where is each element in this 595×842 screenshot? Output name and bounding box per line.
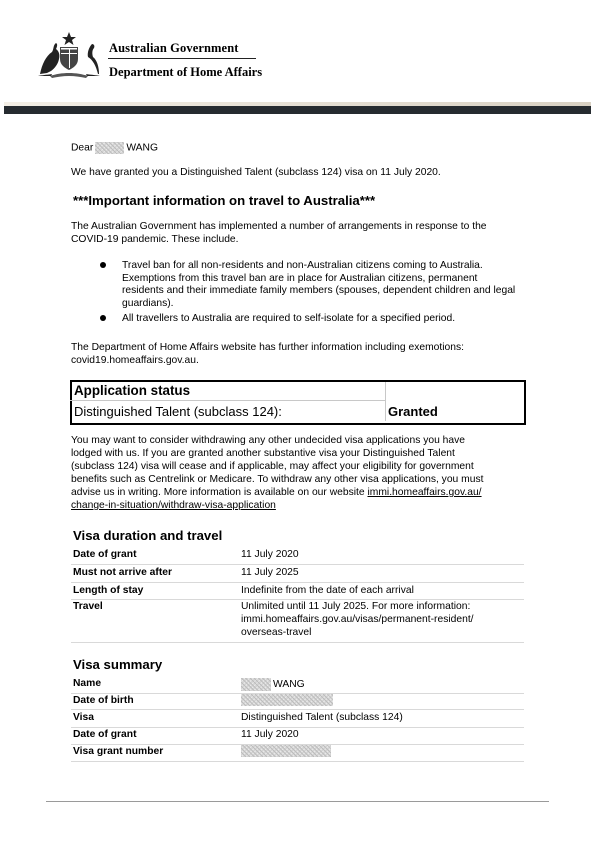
table-row (71, 693, 524, 710)
travel-bullet-list (97, 260, 522, 329)
arrangements-line-1: The Australian Government has implemented a number of arrangements in response to the (71, 221, 487, 232)
application-status-label: Distinguished Talent (subclass 124): (74, 404, 282, 419)
row-value-line: Unlimited until 11 July 2025. For more information: (241, 601, 471, 612)
header-band (4, 106, 591, 114)
table-row (71, 676, 524, 694)
grant-intro: We have granted you a Distinguished Talent (subclass 124) visa on 11 July 2020. (71, 167, 441, 178)
withdraw-line-5 (71, 487, 482, 500)
row-value: 11 July 2020 (241, 729, 299, 740)
row-label: Travel (73, 601, 103, 612)
row-label: Date of grant (73, 549, 137, 560)
salutation-word: Dear (71, 142, 94, 154)
department-name: Department of Home Affairs (109, 65, 263, 79)
row-label: Name (73, 678, 102, 689)
row-label: Date of grant (73, 729, 137, 740)
status-box-divider-vertical (385, 382, 386, 421)
table-row (71, 547, 524, 565)
row-value-line: overseas-travel (241, 627, 312, 638)
table-row (71, 582, 524, 600)
withdraw-line-5-text: advise us in writing. More information is available on our website (71, 487, 368, 498)
redacted-given-name (95, 142, 124, 154)
row-value (241, 694, 521, 707)
redacted-given-name (241, 678, 271, 691)
visa-summary-title: Visa summary (73, 657, 163, 672)
coat-of-arms-icon (36, 30, 102, 80)
table-row (71, 564, 524, 583)
important-heading: ***Important information on travel to Australia*** (73, 193, 376, 208)
row-label: Date of birth (73, 695, 134, 706)
row-value (241, 678, 521, 692)
withdraw-link-part-2[interactable]: change-in-situation/withdraw-visa-application (71, 500, 276, 511)
row-value: 11 July 2025 (241, 567, 299, 578)
bullet-travel-ban: Travel ban for all non-residents and non-Australian citizens coming to Australia. Exemptions from this travel ban are in place for Australian citizens, permanent residents and their immediate family members (spouses, dependent children and legal guardians). (97, 260, 522, 310)
redacted-date-of-birth (241, 694, 333, 706)
withdraw-link-part-1[interactable]: immi.homeaffairs.gov.au/ (367, 487, 482, 498)
row-label: Must not arrive after (73, 567, 172, 578)
footer-divider (46, 801, 549, 802)
row-value (241, 745, 521, 758)
website-info-line-2: covid19.homeaffairs.gov.au. (71, 355, 199, 366)
row-value: 11 July 2020 (241, 549, 299, 560)
table-row (71, 744, 524, 762)
row-value: Indefinite from the date of each arrival (241, 585, 414, 596)
website-info-line-1: The Department of Home Affairs website has further information including exemotions: (71, 342, 465, 353)
row-label: Visa (73, 712, 94, 723)
bullet-self-isolate: All travellers to Australia are required to self-isolate for a specified period. (97, 313, 522, 326)
application-status-title: Application status (74, 383, 191, 398)
row-value-line: immi.homeaffairs.gov.au/visas/permanent-resident/ (241, 614, 474, 625)
withdraw-line-2: lodged with us. If you are granted another substantive visa your Distinguished Talent (71, 448, 455, 459)
visa-duration-title: Visa duration and travel (73, 528, 223, 543)
row-label: Length of stay (73, 585, 144, 596)
table-row (71, 709, 524, 728)
table-row (71, 599, 524, 643)
row-value: Distinguished Talent (subclass 124) (241, 712, 403, 723)
row-label: Visa grant number (73, 746, 164, 757)
salutation (71, 142, 158, 155)
salutation-surname: WANG (126, 142, 158, 154)
arrangements-line-2: COVID-19 pandemic. These include. (71, 234, 239, 245)
header-divider (108, 58, 256, 59)
withdraw-line-3: (subclass 124) visa will cease and if applicable, may affect your eligibility for government (71, 461, 474, 472)
application-status-value: Granted (388, 404, 438, 419)
withdraw-line-4: benefits such as Centrelink or Medicare. To withdraw any other visa applications, you must (71, 474, 484, 485)
redacted-visa-grant-number (241, 745, 331, 757)
summary-surname: WANG (273, 679, 305, 691)
org-name: Australian Government (109, 41, 239, 55)
withdraw-line-1: You may want to consider withdrawing any other undecided visa applications you have (71, 435, 466, 446)
status-box-divider-horizontal (70, 400, 386, 401)
table-row (71, 727, 524, 745)
